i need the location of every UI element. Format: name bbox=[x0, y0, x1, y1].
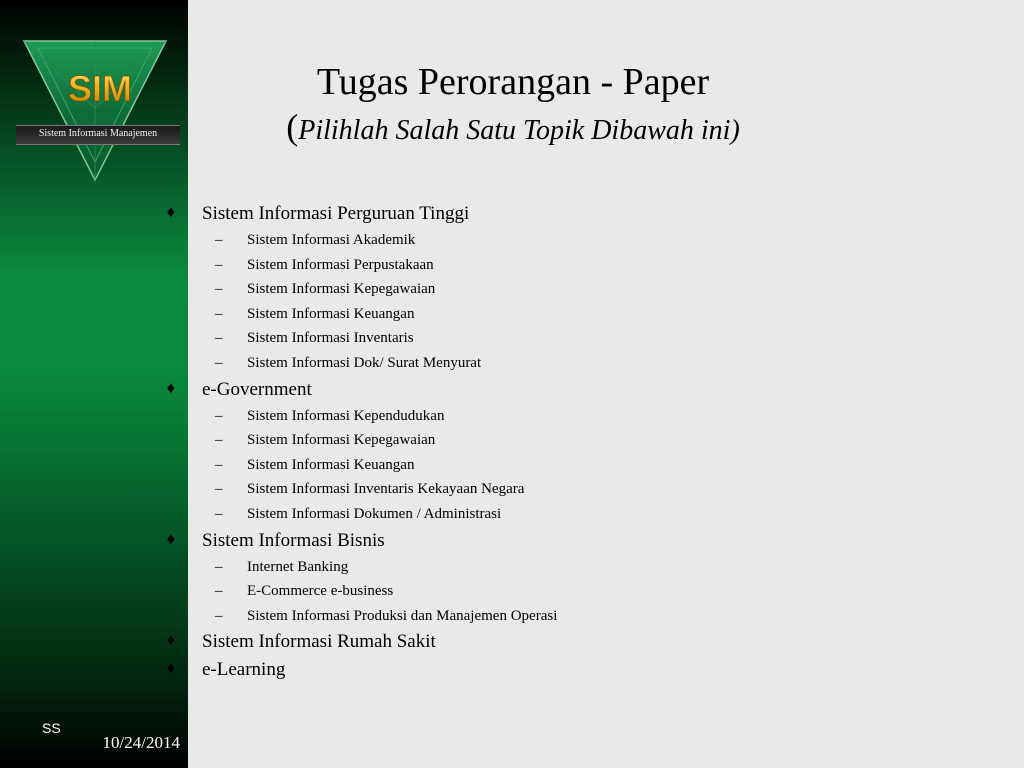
dash-marker: – bbox=[215, 558, 223, 575]
dash-marker: – bbox=[215, 232, 223, 248]
topic-item bbox=[160, 200, 1000, 228]
dash-marker: – bbox=[215, 330, 223, 347]
subtopic-label: Sistem Informasi Keuangan bbox=[247, 456, 415, 473]
footer-author: SS bbox=[42, 720, 61, 736]
dash-marker: – bbox=[215, 354, 223, 371]
diamond-bullet-icon: ♦ bbox=[165, 206, 177, 221]
subtopic-item bbox=[160, 326, 1000, 351]
subtopic-label: Sistem Informasi Dokumen / Administrasi bbox=[247, 505, 502, 522]
title-paren: ( bbox=[286, 107, 299, 147]
slide-title bbox=[188, 58, 838, 152]
subtopic-label: E-Commerce e-business bbox=[247, 583, 394, 600]
topic-list bbox=[160, 200, 1000, 684]
subtopic-label: Internet Banking bbox=[247, 558, 349, 575]
sim-logo bbox=[14, 38, 180, 183]
topic-label: e-Government bbox=[202, 378, 312, 400]
topic-item bbox=[160, 376, 1000, 404]
subtopic-label: Sistem Informasi Produksi dan Manajemen Operasi bbox=[247, 607, 558, 624]
subtopic-label: Sistem Informasi Inventaris Kekayaan Negara bbox=[247, 481, 525, 498]
title-subtitle-text: Pilihlah Salah Satu Topik Dibawah ini) bbox=[298, 115, 740, 146]
subtopic-item bbox=[160, 453, 1000, 478]
subtopic-label: Sistem Informasi Perpustakaan bbox=[247, 256, 434, 273]
dash-marker: – bbox=[215, 505, 223, 522]
dash-marker: – bbox=[215, 407, 223, 424]
topic-item bbox=[160, 628, 1000, 656]
subtopic-item bbox=[160, 477, 1000, 502]
subtopic-label: Sistem Informasi Dok/ Surat Menyurat bbox=[247, 354, 482, 371]
dash-marker: – bbox=[215, 607, 223, 624]
subtopic-item bbox=[160, 604, 1000, 629]
topic-item bbox=[160, 656, 1000, 684]
subtopic-label: Sistem Informasi Kepegawaian bbox=[247, 432, 436, 449]
dash-marker: – bbox=[215, 432, 223, 449]
subtopic-item bbox=[160, 404, 1000, 429]
subtopic-label: Sistem Informasi Kepegawaian bbox=[247, 281, 436, 298]
diamond-bullet-icon: ♦ bbox=[165, 381, 177, 397]
subtopic-item bbox=[160, 579, 1000, 604]
subtopic-item bbox=[160, 302, 1000, 327]
topic-label: Sistem Informasi Perguruan Tinggi bbox=[202, 203, 470, 224]
subtopic-item bbox=[160, 351, 1000, 376]
topic-item bbox=[160, 527, 1000, 555]
subtopic-item bbox=[160, 277, 1000, 302]
dash-marker: – bbox=[215, 456, 223, 473]
dash-marker: – bbox=[215, 281, 223, 298]
dash-marker: – bbox=[215, 481, 223, 498]
subtopic-item bbox=[160, 555, 1000, 580]
title-main: Tugas Perorangan - Paper bbox=[316, 61, 710, 103]
subtopic-label: Sistem Informasi Akademik bbox=[247, 232, 416, 248]
topic-label: Sistem Informasi Bisnis bbox=[202, 529, 385, 551]
subtopic-item bbox=[160, 228, 1000, 253]
topic-label: e-Learning bbox=[202, 659, 286, 681]
diamond-bullet-icon: ♦ bbox=[165, 634, 177, 650]
diamond-bullet-icon: ♦ bbox=[165, 532, 177, 548]
subtopic-label: Sistem Informasi Inventaris bbox=[247, 330, 414, 347]
title-subtitle bbox=[188, 106, 838, 152]
subtopic-item bbox=[160, 253, 1000, 278]
subtopic-item bbox=[160, 428, 1000, 453]
dash-marker: – bbox=[215, 256, 223, 273]
dash-marker: – bbox=[215, 583, 223, 600]
subtopic-label: Sistem Informasi Keuangan bbox=[247, 305, 415, 322]
footer-date: 10/24/2014 bbox=[102, 733, 180, 752]
topic-label: Sistem Informasi Rumah Sakit bbox=[202, 631, 436, 653]
diamond-bullet-icon: ♦ bbox=[165, 662, 177, 678]
subtopic-item bbox=[160, 502, 1000, 527]
subtopic-label: Sistem Informasi Kependudukan bbox=[247, 407, 445, 424]
dash-marker: – bbox=[215, 305, 223, 322]
logo-caption: Sistem Informasi Manajemen bbox=[38, 128, 158, 139]
logo-text: SIM bbox=[67, 68, 133, 109]
